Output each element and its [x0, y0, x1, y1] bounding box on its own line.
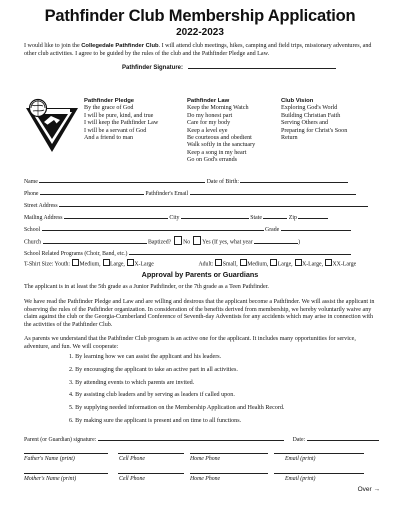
father-cell-label: Cell Phone — [119, 456, 145, 462]
adult-xxlarge-checkbox[interactable] — [325, 259, 332, 266]
cooperate-list — [69, 354, 369, 431]
parent-signature-field[interactable] — [98, 434, 284, 441]
law-line: Be courteous and obedient — [187, 135, 252, 142]
list-item: 3. By attending events to which parents are invited. — [69, 379, 195, 386]
club-name: Collegedale Pathfinder Club — [81, 43, 159, 49]
signature-row — [122, 62, 336, 71]
pledge-line: And a friend to man — [84, 135, 134, 142]
law-line: Walk softly in the sanctuary — [187, 142, 256, 149]
list-item: 6. By making sure the applicant is present and on time to all functions. — [69, 417, 242, 424]
school-field[interactable] — [42, 224, 264, 231]
mother-home-label: Home Phone — [190, 476, 221, 482]
vision-line: Serving Others and — [281, 120, 329, 127]
mother-name-field[interactable] — [24, 473, 108, 474]
father-name-label: Father's Name (print) — [24, 456, 75, 462]
vision-line: Return — [281, 135, 298, 142]
mother-home-field[interactable] — [190, 473, 268, 474]
page-title: Pathfinder Club Membership Application — [44, 7, 356, 25]
vision-heading: Club Vision — [281, 98, 314, 104]
law-line: Care for my body — [187, 120, 231, 127]
list-item: 5. By supplying needed information on the Membership Application and Health Record. — [69, 405, 285, 412]
zip-field[interactable] — [298, 212, 328, 219]
name-field[interactable] — [39, 176, 205, 183]
name-row: Name Date of Birth: — [24, 176, 348, 185]
tshirt-row: T-Shirt Size: Youth: Medium, Large, X-Large Adult: Small, Medium, Large, X-Large, XX-Large — [24, 259, 356, 268]
law-heading: Pathfinder Law — [187, 98, 230, 104]
programs-field[interactable] — [129, 248, 351, 255]
list-item: 4. By assisting club leaders and by serving as leaders if called upon. — [69, 392, 235, 399]
list-item: 1. By learning how we can assist the applicant and his leaders. — [69, 354, 222, 360]
church-field[interactable] — [43, 237, 147, 244]
parent-date-field[interactable] — [307, 434, 379, 441]
vision-line: Building Christian Faith — [281, 112, 341, 119]
youth-large-checkbox[interactable] — [103, 259, 110, 266]
dob-field[interactable] — [240, 176, 348, 183]
law-column — [187, 98, 255, 165]
school-row: School Grade — [24, 224, 351, 233]
state-field[interactable] — [263, 212, 287, 219]
adult-xlarge-checkbox[interactable] — [295, 259, 302, 266]
phone-row: Phone Pathfinder's Email — [24, 188, 356, 197]
programs-row: School Related Programs (Choir, Band, etc.) — [24, 248, 351, 257]
law-line: Keep a song in my heart — [187, 149, 247, 156]
pathfinder-logo — [24, 98, 80, 154]
mother-name-label: Mother's Name (print) — [24, 476, 77, 482]
church-row: Church Baptized? No Yes (If yes, what year ) — [24, 236, 300, 246]
adult-large-checkbox[interactable] — [270, 259, 277, 266]
law-line: Keep the Morning Watch — [187, 105, 249, 112]
approval-heading: Approval by Parents or Guardians — [141, 270, 259, 279]
vision-line: Exploring God's World — [281, 105, 338, 112]
mailing-row: Mailing Address City State Zip — [24, 212, 328, 221]
father-home-label: Home Phone — [190, 456, 221, 462]
baptized-yes-checkbox[interactable] — [193, 236, 202, 245]
mother-email-field[interactable] — [274, 473, 364, 474]
phone-field[interactable] — [40, 188, 144, 195]
pledge-column — [84, 98, 158, 142]
mother-cell-label: Cell Phone — [119, 476, 145, 482]
baptized-no-checkbox[interactable] — [174, 236, 183, 245]
pledge-line: I will be pure, kind, and true — [84, 112, 154, 119]
eligibility-text: The applicant is in at least the 5th grade as a Junior Pathfinder, or the 7th grade as a Teen Pathfinder. — [24, 284, 269, 290]
youth-xlarge-checkbox[interactable] — [127, 259, 134, 266]
baptism-year-field[interactable] — [254, 237, 298, 244]
father-home-field[interactable] — [190, 453, 268, 454]
street-row: Street Address — [24, 200, 368, 209]
pledge-line: I will keep the Pathfinder Law — [84, 120, 159, 127]
mother-cell-field[interactable] — [118, 473, 184, 474]
law-line: Do my honest part — [187, 112, 233, 119]
signature-label: Pathfinder Signature: — [122, 65, 184, 71]
cooperate-paragraph: As parents we understand that the Pathfinder Club program is an active one for the applicant. It includes many opportunities for service, adventure, and fun. We will cooperate: — [24, 336, 356, 350]
pledge-heading: Pathfinder Pledge — [84, 98, 135, 104]
adult-small-checkbox[interactable] — [215, 259, 222, 266]
father-email-label: Email (print) — [285, 456, 316, 462]
youth-medium-checkbox[interactable] — [72, 259, 79, 266]
email-field[interactable] — [190, 188, 356, 195]
over-link[interactable]: Over → — [357, 486, 380, 493]
father-name-field[interactable] — [24, 453, 108, 454]
school-year: 2022-2023 — [176, 27, 224, 38]
street-field[interactable] — [59, 200, 368, 207]
city-field[interactable] — [181, 212, 249, 219]
consent-paragraph: We have read the Pathfinder Pledge and Law and are willing and desirous that the applicant become a Pathfinder. We will assist the applicant in observing the rules of the Pathfinder organization. In consideration of the benefits derived from membership, we hereby voluntarily waive any claim against the club or the Georgia-Cumberland Conference of Seventh-day Adventists for any accidents which may arise in connection with the activities of the Pathfinder Club. — [24, 299, 375, 329]
father-cell-field[interactable] — [118, 453, 184, 454]
grade-field[interactable] — [281, 224, 351, 231]
mother-email-label: Email (print) — [285, 476, 316, 482]
law-line: Go on God's errands — [187, 157, 238, 164]
adult-medium-checkbox[interactable] — [240, 259, 247, 266]
intro-paragraph: I would like to join the Collegedale Pathfinder Club. I will attend club meetings, hikes, camping and field trips, missionary adventures, and other club activities. I agree to be guided by the rules of the club and the Pathfinder Pledge and Law. — [24, 43, 372, 57]
pledge-line: I will be a servant of God — [84, 127, 147, 134]
mailing-field[interactable] — [64, 212, 168, 219]
father-email-field[interactable] — [274, 453, 364, 454]
vision-column — [281, 98, 347, 142]
law-line: Keep a level eye — [187, 127, 228, 134]
parent-signature-row: Parent (or Guardian) signature: Date: — [24, 434, 379, 443]
list-item: 2. By encouraging the applicant to take an active part in all activities. — [69, 366, 238, 373]
pledge-line: By the grace of God — [84, 105, 134, 112]
vision-line: Preparing for Christ's Soon — [281, 127, 348, 134]
signature-field[interactable] — [188, 62, 336, 69]
